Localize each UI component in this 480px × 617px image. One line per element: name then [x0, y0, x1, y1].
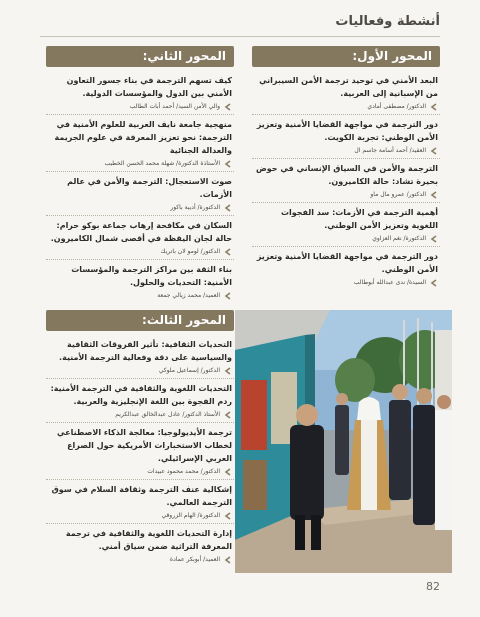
paper-title: إدارة التحديات اللغوية والثقافية في ترجمة المعرفة التراثية ضمن سياق أمني. [65, 529, 232, 551]
paper-author: العقيد/ أحمد أسامة جاسم ال [354, 147, 426, 154]
paper-title: التحديات الثقافية: تأثير الفروقات الثقافية والسياسية على دقة وفعالية الترجمة الأمنية. [59, 340, 232, 362]
chevron-left-icon [224, 556, 232, 564]
paper-author: الدكتور/ لومو لان باتريك [160, 248, 220, 255]
list-item [46, 335, 234, 379]
paper-title: ترجمة الأيديولوجيا: معالجة الذكاء الاصطناعي لخطاب الاستخبارات الأمريكية حول الصراع العربي الإسرائيلي. [57, 428, 232, 463]
chevron-left-icon [224, 103, 232, 111]
list-item [46, 216, 234, 260]
chevron-left-icon [224, 411, 232, 419]
paper-title: السكان في مكافحة إرهاب جماعة بوكو حرام: حالة لجان اليقظة في أقصى شمال الكاميرون. [50, 221, 232, 243]
chevron-left-icon [224, 204, 232, 212]
list-item [252, 71, 440, 115]
chevron-left-icon [430, 235, 438, 243]
paper-author: الدكتور/ محمد محمود عبيدات [147, 468, 220, 475]
paper-author: العميد/ محمد زيالي جمعة [157, 292, 220, 299]
list-item [46, 480, 234, 524]
paper-title: منهجية جامعة نايف العربية للعلوم الأمنية في الترجمة: نحو تعزيز المعرفة في علوم الجريمة والعدالة الجنائية [54, 120, 232, 155]
paper-author: الدكتورة/ نغم العزاوي [372, 235, 426, 242]
list-item [252, 115, 440, 159]
page-number: 82 [426, 580, 440, 593]
axis-1-panel [252, 46, 440, 290]
paper-author: الدكتورة/ الهام الزروقي [161, 512, 220, 519]
paper-author: الدكتور/ إسماعيل ملوكي [158, 367, 220, 374]
list-item [252, 247, 440, 290]
axis-2-panel [46, 46, 234, 303]
chevron-left-icon [224, 512, 232, 520]
chevron-left-icon [224, 248, 232, 256]
axis-3-panel [46, 310, 234, 567]
paper-author: الأستاذة الدكتورة/ شهلة محمد الحسن الخطيب [104, 160, 220, 167]
list-item [46, 172, 234, 216]
chevron-left-icon [224, 468, 232, 476]
paper-author: السيدة/ ندى عبدالله أبوطالب [353, 279, 426, 286]
event-photo-illustration [235, 310, 452, 573]
chevron-left-icon [430, 103, 438, 111]
paper-author: والي الأمن السيد/ أحمد أبات الطالب [129, 103, 220, 110]
list-item [46, 379, 234, 423]
chevron-left-icon [430, 279, 438, 287]
list-item [46, 524, 234, 567]
list-item [46, 260, 234, 303]
chevron-left-icon [430, 191, 438, 199]
axis-1-heading: المحور الأول: [252, 46, 440, 67]
list-item [46, 115, 234, 172]
list-item [252, 203, 440, 247]
paper-title: إشكالية عنف الترجمة وثقافة السلام في سوق الترجمة العالمي. [51, 485, 232, 507]
list-item [252, 159, 440, 203]
chevron-left-icon [224, 160, 232, 168]
chevron-left-icon [224, 367, 232, 375]
axis-2-heading: المحور الثاني: [46, 46, 234, 67]
paper-title: صوت الاستعجال: الترجمة والأمن في عالم الأزمات. [67, 177, 232, 199]
list-item [46, 71, 234, 115]
axis-3-heading: المحور الثالث: [46, 310, 234, 331]
chevron-left-icon [430, 147, 438, 155]
header-divider [40, 36, 440, 37]
section-title: أنشطة وفعاليات [335, 14, 440, 29]
paper-author: الدكتور/ مصطفى أمادي [367, 103, 426, 110]
paper-author: الأستاذ الدكتور/ عادل عبدالخالق عبدالكريم [115, 411, 220, 418]
paper-author: الدكتور/ عمرو مال ماو [370, 191, 426, 198]
paper-title: البعد الأمني في توحيد ترجمة الأمن السيبراني من الإسبانية إلى العربية. [259, 76, 438, 98]
paper-title: أهمية الترجمة في الأزمات: سد الفجوات اللغوية وتعزيز الأمن الوطني. [280, 208, 438, 230]
paper-title: كيف تسهم الترجمة في بناء جسور التعاون الأمني بين الدول والمؤسسات الدولية. [66, 76, 232, 98]
paper-title: دور الترجمة في مواجهة القضايا الأمنية وتعزيز الأمن الوطني: تجربة الكويت. [256, 120, 438, 142]
paper-author: العميد/ أبوبكر عمادة [169, 556, 220, 563]
paper-title: بناء الثقة بين مراكز الترجمة والمؤسسات الأمنية: التحديات والحلول. [71, 265, 232, 287]
paper-title: التحديات اللغوية والثقافية في الترجمة الأمنية: ردم الفجوة بين اللغة الإنجليزية والعربية. [50, 384, 232, 406]
paper-title: الترجمة والأمن في السياق الإنساني في حوض بحيرة تشاد: حالة الكاميرون. [256, 164, 438, 186]
paper-title: دور الترجمة في مواجهة القضايا الأمنية وتعزيز الأمن الوطني. [256, 252, 438, 274]
paper-author: الدكتورة/ أديبة باكور [170, 204, 220, 211]
list-item [46, 423, 234, 480]
chevron-left-icon [224, 292, 232, 300]
event-photo [235, 310, 452, 573]
